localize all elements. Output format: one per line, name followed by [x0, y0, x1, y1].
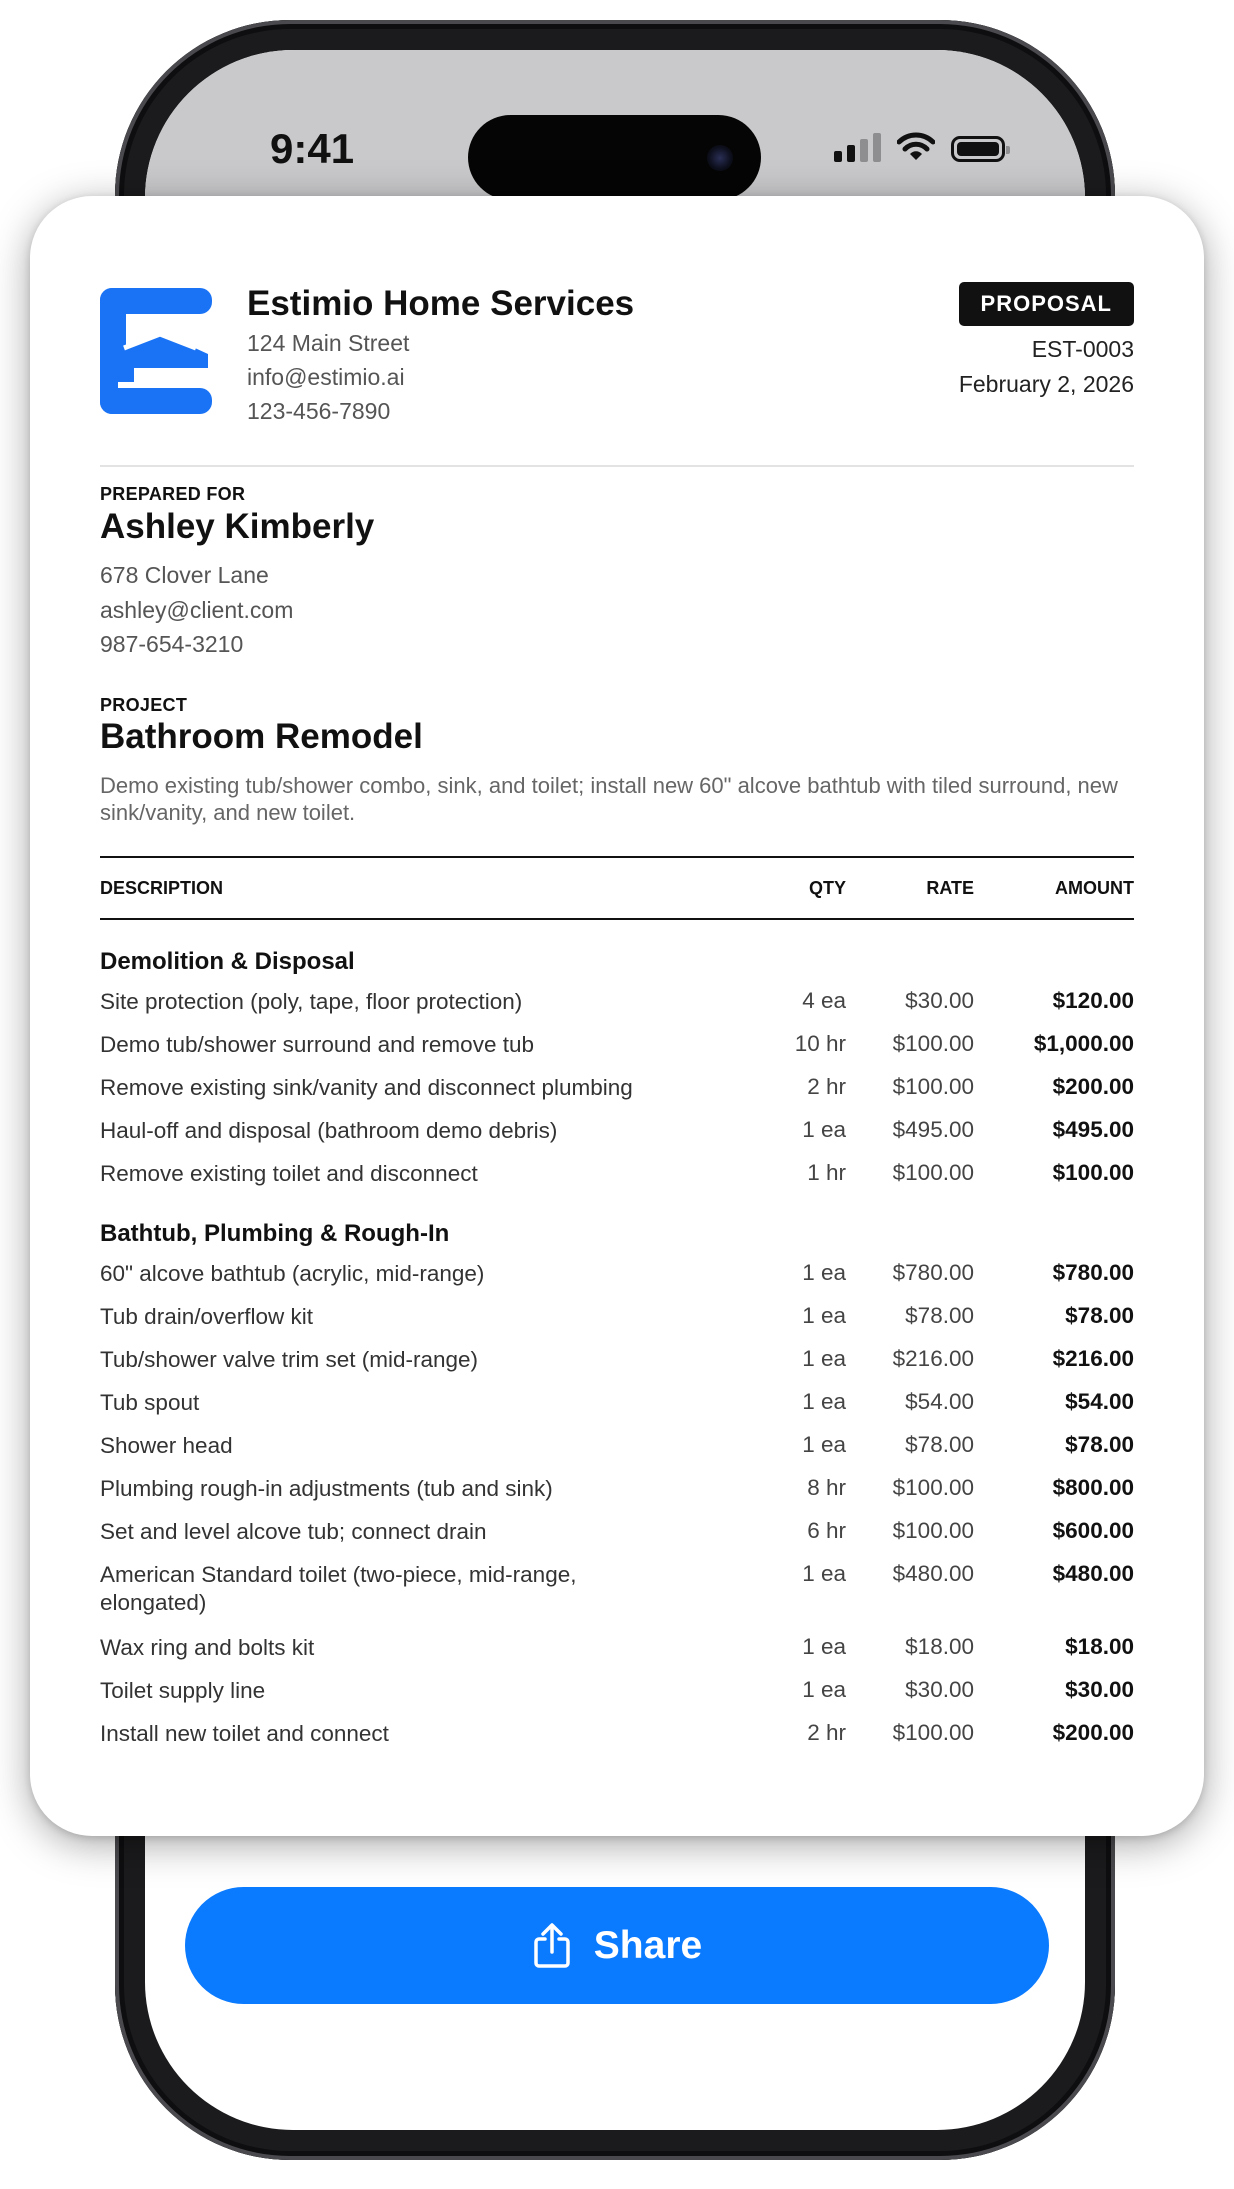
item-rate: $100.00 [892, 1720, 974, 1745]
item-rate: $100.00 [892, 1518, 974, 1543]
item-rate: $100.00 [892, 1160, 974, 1185]
item-description: 60" alcove bathtub (acrylic, mid-range) [100, 1261, 485, 1286]
item-rate: $78.00 [905, 1432, 974, 1457]
item-rate: $480.00 [892, 1561, 974, 1586]
item-qty: 8 hr [807, 1475, 846, 1500]
item-rate: $18.00 [905, 1634, 974, 1659]
item-description: Tub drain/overflow kit [100, 1304, 314, 1329]
item-amount: $100.00 [1052, 1160, 1134, 1185]
item-amount: $600.00 [1052, 1518, 1134, 1543]
item-amount: $78.00 [1065, 1303, 1134, 1328]
item-description: Install new toilet and connect [100, 1721, 389, 1746]
item-amount: $480.00 [1052, 1561, 1134, 1586]
item-amount: $200.00 [1052, 1720, 1134, 1745]
item-rate: $100.00 [892, 1074, 974, 1099]
cellular-signal-icon [834, 132, 881, 162]
header-qty: QTY [808, 878, 846, 898]
company-name: Estimio Home Services [247, 284, 635, 323]
item-description: Demo tub/shower surround and remove tub [100, 1032, 534, 1057]
item-description: Site protection (poly, tape, floor protection) [100, 989, 523, 1014]
item-qty: 1 ea [802, 1346, 846, 1371]
company-logo [100, 288, 212, 414]
item-qty: 1 ea [802, 1677, 846, 1702]
item-qty: 6 hr [807, 1518, 846, 1543]
company-phone[interactable]: 123-456-7890 [247, 398, 391, 424]
project-label: PROJECT [100, 695, 188, 715]
item-rate: $78.00 [905, 1303, 974, 1328]
item-rate: $216.00 [892, 1346, 974, 1371]
client-name: Ashley Kimberly [100, 507, 375, 546]
item-amount: $200.00 [1052, 1074, 1134, 1099]
item-description: Shower head [100, 1433, 233, 1458]
item-amount: $495.00 [1052, 1117, 1134, 1142]
front-camera-icon [707, 145, 733, 171]
item-amount: $780.00 [1052, 1260, 1134, 1285]
item-description: American Standard toilet (two-piece, mid-range, elongated) [100, 1562, 577, 1615]
item-qty: 1 ea [802, 1432, 846, 1457]
item-amount: $120.00 [1052, 988, 1134, 1013]
item-rate: $54.00 [905, 1389, 974, 1414]
item-description: Set and level alcove tub; connect drain [100, 1519, 487, 1544]
company-email[interactable]: info@estimio.ai [247, 364, 405, 390]
item-description: Tub/shower valve trim set (mid-range) [100, 1347, 479, 1372]
line-items-table [100, 856, 1134, 1746]
item-description: Remove existing toilet and disconnect [100, 1161, 478, 1186]
item-amount: $1,000.00 [1033, 1031, 1134, 1056]
item-description: Tub spout [100, 1390, 200, 1415]
estimate-number: EST-0003 [1031, 336, 1134, 362]
item-description: Remove existing sink/vanity and disconnect plumbing [100, 1075, 633, 1100]
prepared-for-label: PREPARED FOR [100, 484, 246, 504]
item-rate: $495.00 [892, 1117, 974, 1142]
header-divider [100, 465, 1134, 467]
status-bar-icons [834, 132, 1005, 162]
project-description: Demo existing tub/shower combo, sink, and toilet; install new 60" alcove bathtub with tiled surround, new sink/vanity, and new toilet. [100, 773, 1118, 825]
section-title: Demolition & Disposal [100, 948, 355, 975]
item-qty: 2 hr [807, 1074, 846, 1099]
item-rate: $100.00 [892, 1475, 974, 1500]
proposal-badge: PROPOSAL [959, 282, 1134, 326]
battery-icon [951, 136, 1005, 162]
item-rate: $100.00 [892, 1031, 974, 1056]
item-amount: $78.00 [1065, 1432, 1134, 1457]
item-qty: 1 ea [802, 1389, 846, 1414]
item-qty: 1 ea [802, 1117, 846, 1142]
item-amount: $30.00 [1065, 1677, 1134, 1702]
dynamic-island [468, 115, 761, 200]
item-qty: 10 hr [794, 1031, 846, 1056]
item-rate: $780.00 [892, 1260, 974, 1285]
header-description: DESCRIPTION [100, 878, 224, 898]
item-qty: 1 ea [802, 1634, 846, 1659]
company-address: 124 Main Street [247, 330, 410, 356]
item-amount: $18.00 [1065, 1634, 1134, 1659]
item-description: Haul-off and disposal (bathroom demo debris) [100, 1118, 558, 1143]
share-label: Share [593, 1923, 703, 1967]
share-icon [532, 1923, 572, 1969]
item-qty: 1 ea [802, 1303, 846, 1328]
client-email[interactable]: ashley@client.com [100, 597, 294, 623]
item-rate: $30.00 [905, 1677, 974, 1702]
header-rate: RATE [926, 878, 974, 898]
status-bar-time: 9:41 [270, 125, 355, 172]
wifi-icon [897, 132, 935, 162]
item-description: Wax ring and bolts kit [100, 1635, 315, 1660]
client-address: 678 Clover Lane [100, 562, 269, 588]
project-title: Bathroom Remodel [100, 717, 423, 756]
item-description: Toilet supply line [100, 1678, 266, 1703]
item-qty: 4 ea [802, 988, 846, 1013]
item-amount: $216.00 [1052, 1346, 1134, 1371]
estimate-date: February 2, 2026 [958, 371, 1134, 397]
section-title: Bathtub, Plumbing & Rough-In [100, 1220, 450, 1247]
header-amount: AMOUNT [1055, 878, 1134, 898]
item-rate: $30.00 [905, 988, 974, 1013]
share-button[interactable] [185, 1887, 1049, 2004]
table-header [100, 856, 1134, 920]
proposal-document [30, 196, 1204, 1836]
item-amount: $54.00 [1065, 1389, 1134, 1414]
item-qty: 1 hr [807, 1160, 846, 1185]
item-description: Plumbing rough-in adjustments (tub and sink) [100, 1476, 553, 1501]
item-qty: 1 ea [802, 1260, 846, 1285]
item-qty: 2 hr [807, 1720, 846, 1745]
item-qty: 1 ea [802, 1561, 846, 1586]
item-amount: $800.00 [1052, 1475, 1134, 1500]
client-phone[interactable]: 987-654-3210 [100, 631, 244, 657]
